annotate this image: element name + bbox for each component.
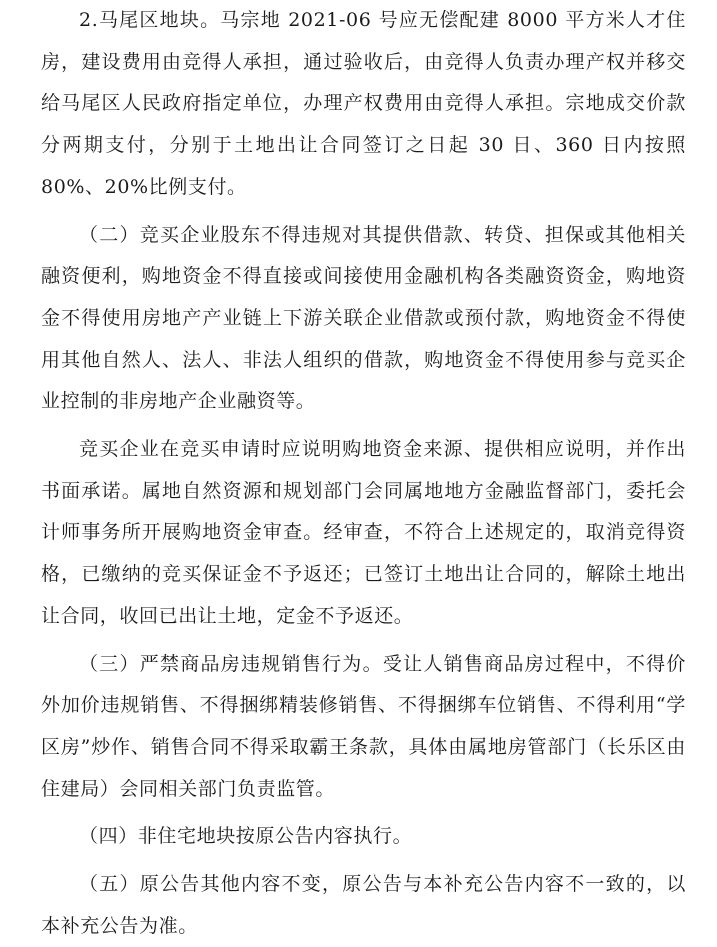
paragraph-non-residential: （四）非住宅地块按原公告内容执行。: [79, 825, 413, 848]
paragraph-funding-review: 竞买企业在竞买申请时应说明购地资金来源、提供相应说明，并作出书面承诺。属地自然资源和规划部门会同属地地方金融监督部门，委托会计师事务所开展购地资金审查。经审查，不符合上述规定的，取消竞得资格，已缴纳的竞买保证金不予返还；已签订土地出让合同的，解除土地出让合同，收回已出让土地，定金不予返还。: [41, 438, 686, 627]
paragraph-other-content: （五）原公告其他内容不变，原公告与本补充公告内容不一致的，以本补充公告为准。: [41, 873, 686, 937]
paragraph-sales-rules: （三）严禁商品房违规销售行为。受让人销售商品房过程中，不得价外加价违规销售、不得捆绑精装修销售、不得捆绑车位销售、不得利用“学区房”炒作、销售合同不得采取霸王条款，具体由属地房管部门（长乐区由住建局）会同相关部门负责监管。: [41, 652, 686, 800]
paragraph-funding-restrictions: （二）竞买企业股东不得违规对其提供借款、转贷、担保或其他相关融资便利，购地资金不得直接或间接使用金融机构各类融资资金，购地资金不得使用房地产产业链上下游关联企业借款或预付款，购地资金不得使用其他自然人、法人、非法人组织的借款，购地资金不得使用参与竞买企业控制的非房地产企业融资等。: [41, 223, 686, 413]
document-body: [41, 0, 686, 947]
paragraph-mawei-plot: 2.马尾区地块。马宗地 2021-06 号应无偿配建 8000 平方米人才住房，建设费用由竞得人承担，通过验收后，由竞得人负责办理产权并移交给马尾区人民政府指定单位，办理产权费用由竞得人承担。宗地成交价款分两期支付，分别于土地出让合同签订之日起 30 日、360 日内按照 80%、20%比例支付。: [41, 9, 686, 198]
